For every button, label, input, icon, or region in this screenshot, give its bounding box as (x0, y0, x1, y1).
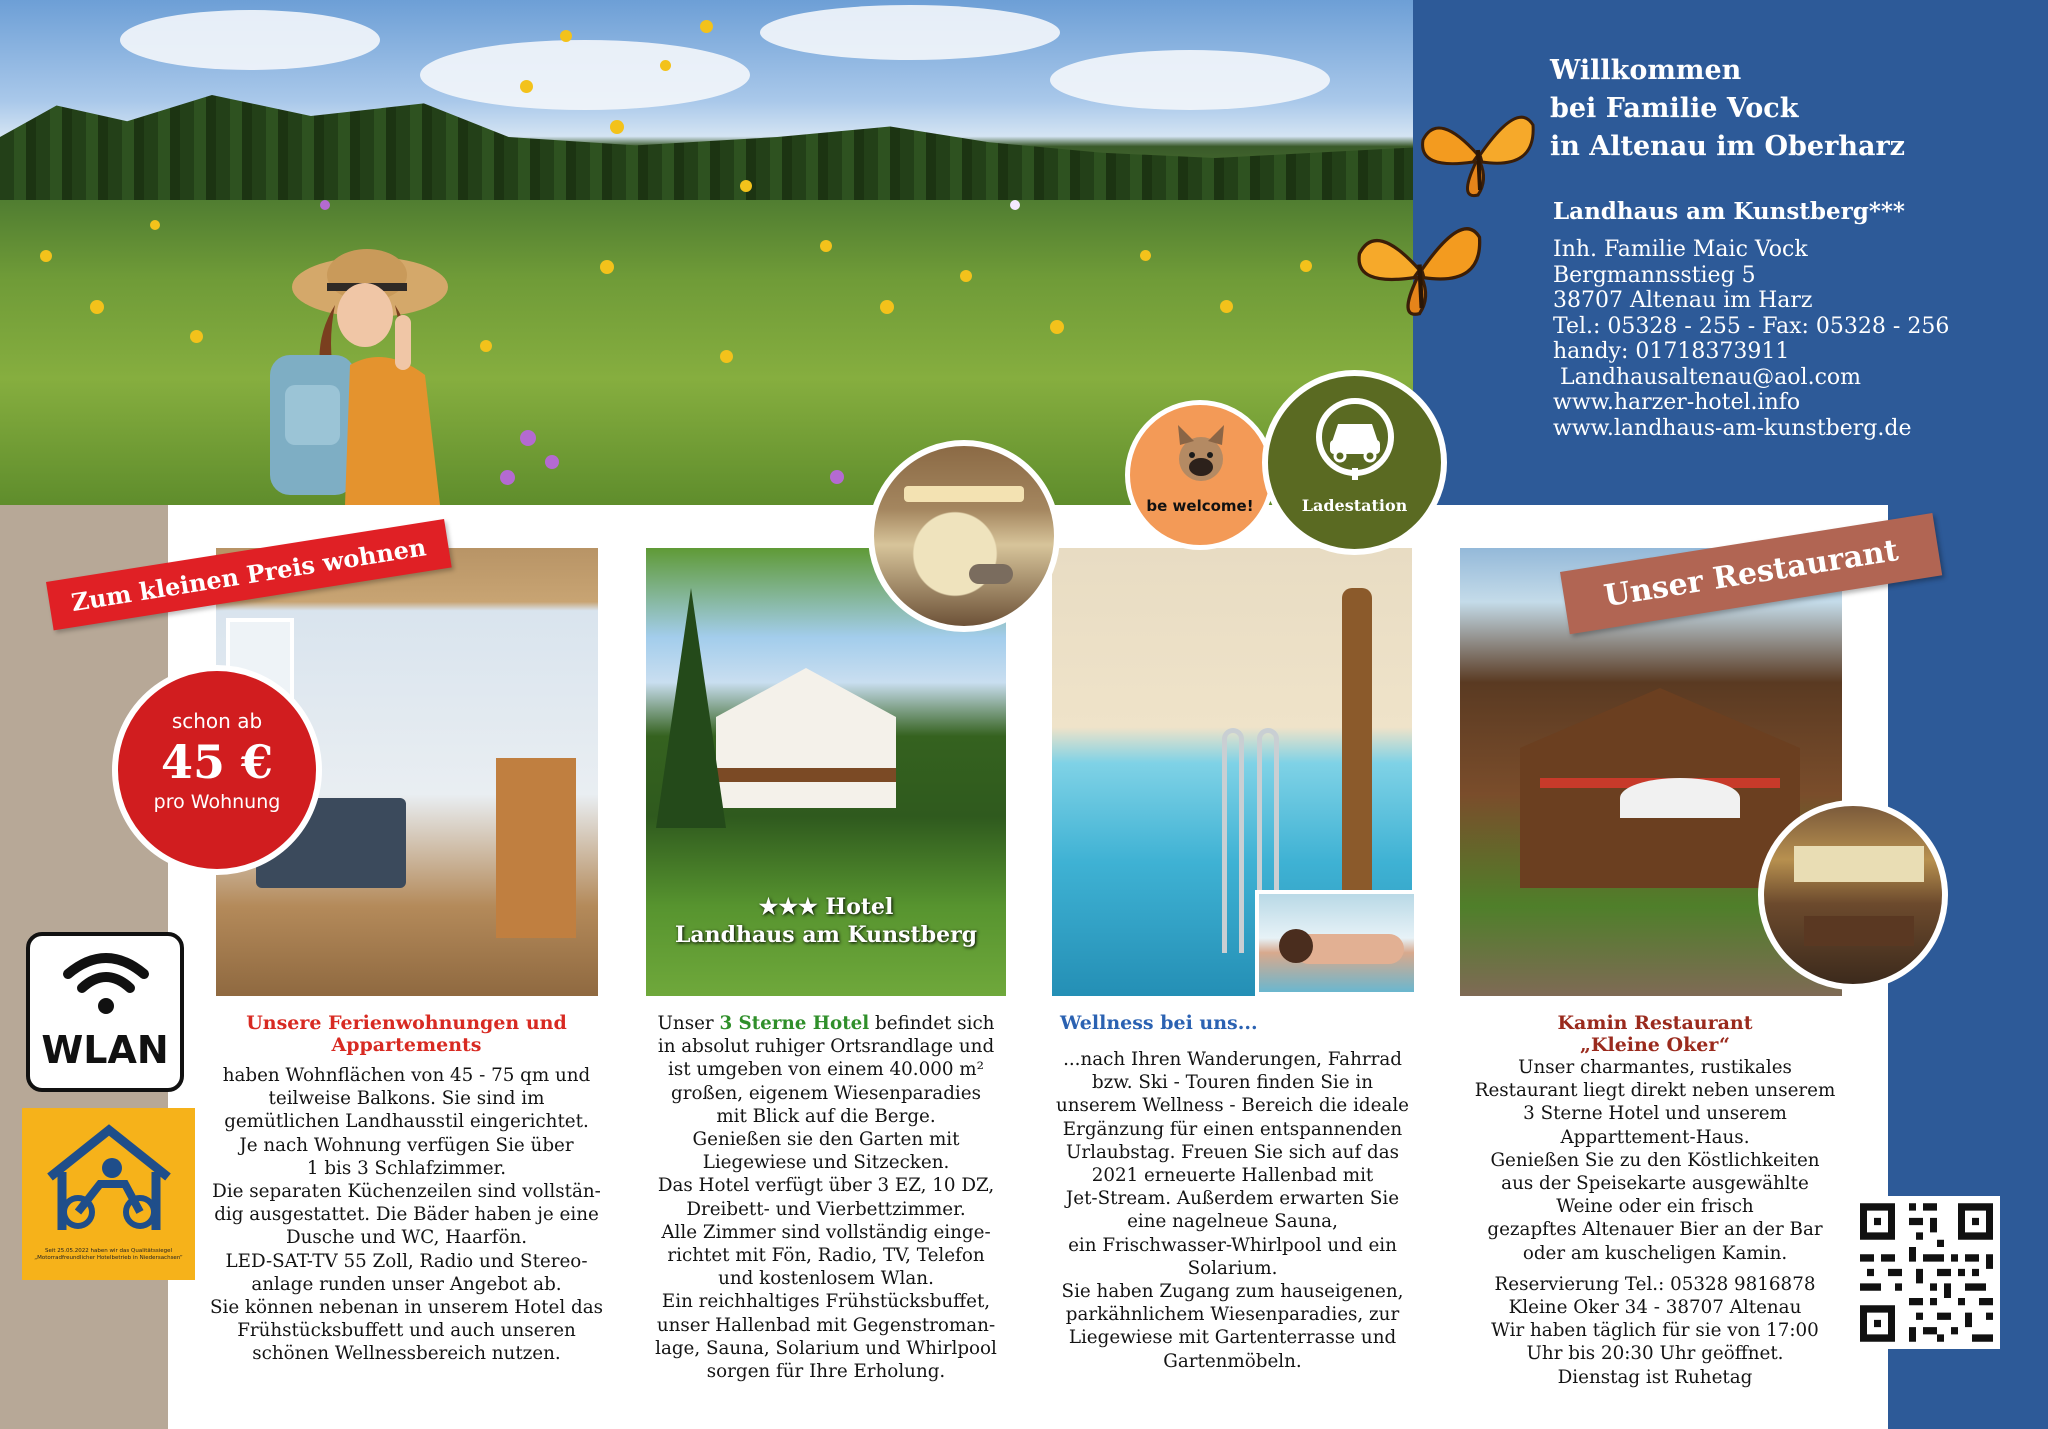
welcome-line-3: in Altenau im Oberharz (1550, 131, 1906, 162)
restaurant-line: Apparttement-Haus. (1560, 1126, 1750, 1148)
wellness-line: Sie haben Zugang zum hauseigenen, (1061, 1281, 1404, 1303)
apartments-line: teilweise Balkons. Sie sind im (268, 1088, 545, 1110)
wifi-icon (62, 948, 150, 1018)
hotel-text (636, 1012, 1016, 1383)
email-link[interactable]: Landhausaltenau@aol.com (1553, 364, 1861, 390)
apartments-line: LED-SAT-TV 55 Zoll, Radio und Stereo- (225, 1250, 588, 1272)
dog-icon (1168, 423, 1234, 489)
hotel-line: lage, Sauna, Solarium und Whirlpool (655, 1337, 997, 1359)
restaurant-address-line: Kleine Oker 34 - 38707 Altenau (1508, 1297, 1802, 1319)
wellness-line: Solarium. (1187, 1257, 1278, 1279)
qr-code[interactable] (1853, 1196, 2000, 1349)
hotel-line: Alle Zimmer sind vollständig einge- (661, 1221, 991, 1243)
hotel-caption-name: Landhaus am Kunstberg (674, 922, 978, 948)
restaurant-line: aus der Speisekarte ausgewählte (1501, 1173, 1809, 1195)
restaurant-banner: Unser Restaurant (1560, 513, 1942, 634)
restaurant-hours-line: Wir haben täglich für sie von 17:00 (1491, 1320, 1819, 1342)
house-name: Landhaus am Kunstberg*** (1553, 198, 1905, 225)
wellness-line: Liegewiese mit Gartenterrasse und (1068, 1327, 1397, 1349)
apartments-title: Unsere Ferienwohnungen und Appartements (246, 1012, 567, 1056)
wellness-text (1040, 1012, 1425, 1373)
hotel-intro-pre: Unser (657, 1013, 720, 1034)
owner-line: Inh. Familie Maic Vock (1553, 237, 1808, 262)
city-line: 38707 Altenau im Harz (1553, 288, 1813, 313)
apartments-line: anlage runden unser Angebot ab. (251, 1273, 562, 1295)
apartments-line: schönen Wellnessbereich nutzen. (252, 1343, 561, 1365)
wellness-line: Urlaubstag. Freuen Sie sich auf das (1065, 1141, 1400, 1163)
charging-station-badge (1262, 370, 1447, 555)
apartments-line: haben Wohnflächen von 45 - 75 qm und (222, 1065, 591, 1086)
wellness-line: 2021 erneuerte Hallenbad mit (1091, 1165, 1374, 1187)
wellness-line: ein Frischwasser-Whirlpool und ein (1068, 1234, 1397, 1256)
hotel-line: Ein reichhaltiges Frühstücksbuffet, (661, 1291, 991, 1313)
price-prefix: schon ab (171, 709, 263, 733)
hotel-intro-post: befindet sich (869, 1013, 995, 1034)
price-badge (112, 665, 322, 875)
wellness-line: Ergänzung für einen entspannenden (1062, 1118, 1403, 1140)
restaurant-title: Kamin Restaurant (1557, 1012, 1753, 1034)
price-value: 45 € (160, 735, 274, 789)
street-line: Bergmannsstieg 5 (1553, 262, 1756, 288)
motorcycle-house-icon (40, 1122, 178, 1240)
hotel-line: unser Hallenbad mit Gegenstroman- (656, 1314, 996, 1336)
restaurant-line: gezapftes Altenauer Bier an der Bar (1487, 1219, 1823, 1241)
apartments-line: 1 bis 3 Schlafzimmer. (306, 1157, 507, 1179)
hotel-line: mit Blick auf die Berge. (716, 1105, 936, 1127)
price-suffix: pro Wohnung (153, 791, 281, 813)
website-link-2[interactable]: www.landhaus-am-kunstberg.de (1553, 415, 1912, 441)
dog-welcome-badge (1125, 400, 1275, 550)
hotel-line: und kostenlosem Wlan. (718, 1268, 934, 1290)
butterfly-icon-2 (1352, 210, 1487, 330)
hotel-line: richtet mit Fön, Radio, TV, Telefon (667, 1245, 985, 1267)
hotel-line: großen, eigenem Wiesenparadies (671, 1082, 981, 1104)
hotel-line: Das Hotel verfügt über 3 EZ, 10 DZ, (657, 1175, 995, 1197)
apartments-line: Dusche und WC, Haarfön. (285, 1227, 528, 1249)
hotel-line: in absolut ruhiger Ortsrandlage und (657, 1036, 995, 1058)
wellness-line: Jet-Stream. Außerdem erwarten Sie (1065, 1188, 1400, 1210)
restaurant-line: Genießen Sie zu den Köstlichkeiten (1490, 1149, 1820, 1171)
restaurant-line: Weine oder ein frisch (1556, 1196, 1754, 1218)
hotel-line: Liegewiese und Sitzecken. (702, 1152, 950, 1174)
welcome-line-1: Willkommen (1550, 55, 1742, 86)
hotel-line: sorgen für Ihre Erholung. (706, 1361, 946, 1383)
welcome-heading (1550, 52, 2030, 166)
apartments-line: Sie können nebenan in unserem Hotel das (209, 1297, 604, 1319)
wellness-line: unserem Wellness - Bereich die ideale (1055, 1095, 1409, 1117)
website-link-1[interactable]: www.harzer-hotel.info (1553, 390, 1801, 415)
hotel-line: ist umgeben von einem 40.000 m² (668, 1059, 984, 1081)
charging-station-label: Ladestation (1301, 496, 1408, 515)
hotel-intro-highlight: 3 Sterne Hotel (719, 1013, 870, 1034)
wellness-line: ...nach Ihren Wanderungen, Fahrrad (1063, 1049, 1402, 1070)
apartments-line: gemütlichen Landhausstil eingerichtet. (224, 1111, 589, 1133)
restaurant-line: oder am kuscheligen Kamin. (1522, 1242, 1788, 1264)
apartments-line: Die separaten Küchenzeilen sind vollstän- (212, 1181, 601, 1203)
hotel-room-photo (868, 440, 1060, 632)
ev-charging-icon (1312, 394, 1398, 480)
solarium-photo (1255, 890, 1418, 996)
wellness-line: bzw. Ski - Touren finden Sie in (1091, 1072, 1374, 1094)
hotel-line: Dreibett- und Vierbettzimmer. (686, 1198, 966, 1220)
wlan-label: WLAN (41, 1028, 169, 1072)
restaurant-subtitle: „Kleine Oker“ (1580, 1034, 1730, 1056)
restaurant-line: Restaurant liegt direkt neben unserem (1474, 1080, 1836, 1102)
restaurant-hours-line: Uhr bis 20:30 Uhr geöffnet. (1526, 1343, 1784, 1365)
restaurant-line: Unser charmantes, rustikales (1518, 1057, 1792, 1078)
hotel-intro-line (636, 1012, 1016, 1035)
restaurant-line: 3 Sterne Hotel und unserem (1523, 1103, 1787, 1125)
wellness-title: Wellness bei uns... (1060, 1012, 1258, 1034)
wellness-line: parkähnlichem Wiesenparadies, zur (1065, 1304, 1400, 1326)
cheap-price-banner: Zum kleinen Preis wohnen (46, 519, 451, 630)
motorcycle-quality-note: Seit 25.05.2022 haben wir das Qualitätssiegel „Motorradfreundlicher Hotelbetrieb in Niedersachsen“ (34, 1248, 183, 1261)
motorcycle-friendly-badge (22, 1108, 195, 1280)
restaurant-text (1455, 1012, 1855, 1389)
hotel-caption-stars: ★★★ Hotel (758, 894, 894, 920)
qr-code-icon (1853, 1196, 2000, 1349)
butterfly-icon (1418, 100, 1538, 210)
phone-fax-line: Tel.: 05328 - 255 - Fax: 05328 - 256 (1553, 313, 1950, 339)
apartments-line: Frühstücksbuffett und auch unseren (237, 1320, 576, 1342)
wlan-badge (26, 932, 184, 1092)
restaurant-interior-photo (1758, 800, 1948, 990)
dog-welcome-text: be welcome! (1146, 497, 1254, 515)
hotel-line: Genießen sie den Garten mit (692, 1129, 960, 1151)
wellness-line: eine nagelneue Sauna, (1127, 1211, 1338, 1233)
contact-block (1553, 237, 2023, 441)
apartments-text (204, 1012, 609, 1366)
restaurant-closed-day: Dienstag ist Ruhetag (1557, 1366, 1753, 1388)
restaurant-reservation-line: Reservierung Tel.: 05328 9816878 (1494, 1273, 1816, 1295)
welcome-line-2: bei Familie Vock (1550, 93, 1799, 124)
woman-with-backpack-illustration (255, 245, 465, 505)
wellness-line: Gartenmöbeln. (1163, 1350, 1302, 1372)
apartments-line: dig ausgestattet. Die Bäder haben je eine (214, 1204, 599, 1226)
mobile-line: handy: 01718373911 (1553, 339, 1790, 364)
apartments-line: Je nach Wohnung verfügen Sie über (239, 1134, 574, 1156)
